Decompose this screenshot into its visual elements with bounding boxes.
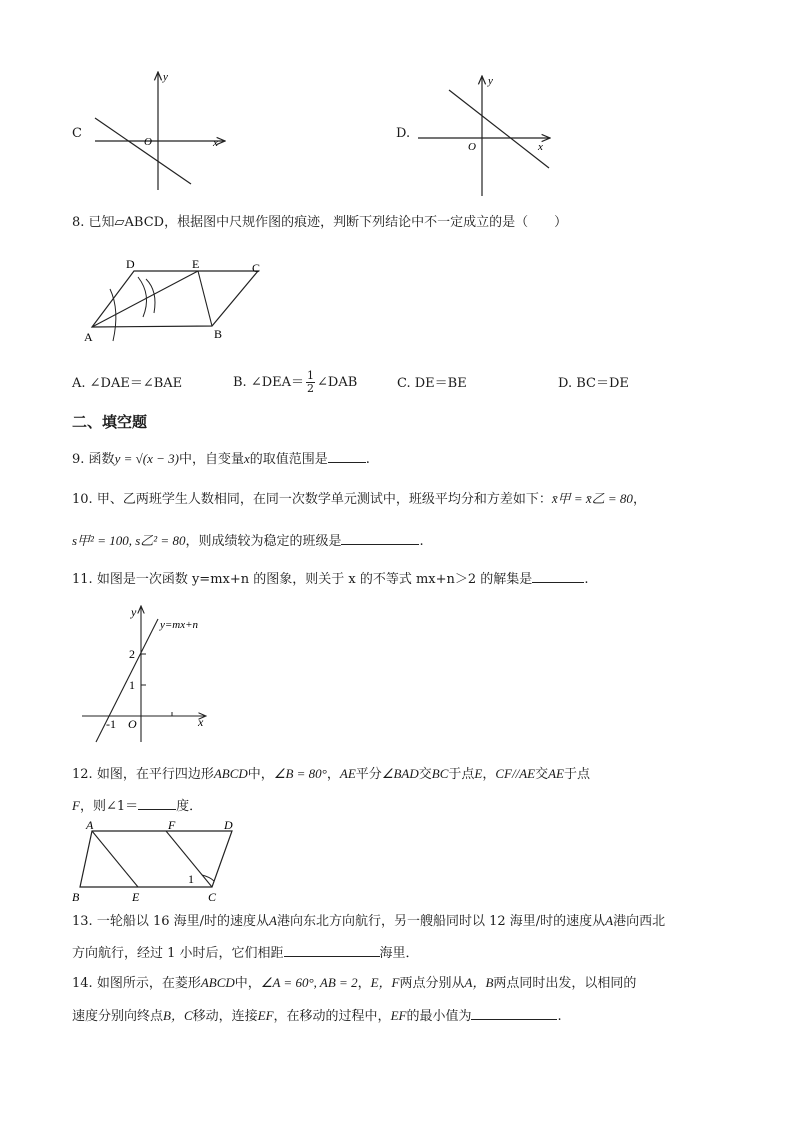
point-d: D	[224, 818, 233, 832]
x-axis-label: x	[213, 137, 218, 149]
q12-line1: 12. 如图，在平行四边形ABCD中，∠B = 80°，AE平分∠BAD交BC于点E，CF//AE交AE于点	[72, 766, 591, 782]
q10-line1: 10. 甲、乙两班学生人数相同，在同一次数学单元测试中，班级平均分和方差如下：x̄甲 = x̄乙 = 80，	[72, 491, 646, 507]
option-c-graph	[85, 68, 235, 196]
q8-option-b-suffix: ∠DAB	[317, 375, 358, 390]
y-axis-label: y	[131, 605, 137, 619]
q8-option-a: A. ∠DAE＝∠BAE	[72, 376, 183, 391]
q10-line2: s甲² = 100, s乙² = 80，则成绩较为稳定的班级是 .	[72, 533, 424, 549]
option-d-label: D.	[396, 126, 411, 141]
parallelogram-abcd	[92, 271, 258, 327]
q13-line1: 13. 一轮船以 16 海里/时的速度从A港向东北方向航行，另一艘船同时以 12 海里/时的速度从A港向西北	[72, 913, 666, 929]
q13-line2: 方向航行，经过 1 小时后，它们相距 海里．	[72, 946, 419, 961]
q13-answer-blank[interactable]	[284, 944, 380, 957]
y-axis-label: y	[488, 75, 493, 87]
q11-answer-blank[interactable]	[532, 570, 584, 583]
q10-mean-formula: x̄甲 = x̄乙 = 80	[551, 491, 633, 506]
q8-number: 8.	[72, 215, 85, 230]
q8-option-c: C. DE＝BE	[397, 376, 467, 391]
origin-label: O	[144, 136, 152, 148]
segment-ae	[92, 831, 138, 887]
y-axis-label: y	[163, 71, 168, 83]
point-f: F	[168, 818, 176, 832]
angle-1-arc	[202, 875, 214, 881]
label-2: 2	[129, 647, 135, 661]
q12-line2: F，则∠1＝ 度．	[72, 798, 203, 814]
section-title-fill-in: 二、填空题	[72, 413, 148, 431]
function-line	[95, 118, 191, 184]
x-axis-label: x	[538, 141, 543, 153]
point-e: E	[132, 890, 140, 904]
fraction-one-half: $\frac{1}{2}$	[307, 369, 315, 395]
q9-stem: 9. 函数y = √(x − 3)中，自变量x的取值范围是 .	[72, 451, 370, 467]
label-neg1: -1	[106, 717, 116, 731]
option-d-graph	[412, 72, 557, 200]
segment-eb	[198, 271, 212, 326]
segment-ae	[92, 271, 198, 327]
option-c-label: C	[72, 126, 82, 141]
q10-variance-formula: s甲² = 100, s乙² = 80	[72, 533, 186, 548]
angle-1-label: 1	[188, 872, 194, 886]
q9-formula: y = √(x − 3)	[114, 451, 179, 466]
label-1: 1	[129, 678, 135, 692]
point-a: A	[84, 330, 93, 344]
q12-figure-parallelogram	[68, 815, 246, 905]
q14-line2: 速度分别向终点B，C移动，连接EF，在移动的过程中，EF的最小值为 .	[72, 1008, 562, 1024]
point-b: B	[214, 327, 223, 341]
q9-answer-blank[interactable]	[328, 450, 366, 463]
q8-option-d: D. BC＝DE	[558, 376, 629, 391]
q11-linear-function-graph	[78, 602, 218, 744]
q8-figure-parallelogram	[80, 255, 280, 345]
q8-stem	[72, 216, 567, 229]
q8-option-b-prefix: B. ∠DEA＝	[233, 375, 305, 390]
point-e: E	[192, 257, 200, 271]
point-c: C	[208, 890, 217, 904]
origin-label: O	[468, 141, 476, 153]
point-d: D	[126, 257, 135, 271]
q14-answer-blank[interactable]	[471, 1007, 557, 1020]
graph-label: y=mx+n	[160, 619, 199, 631]
point-a: A	[86, 818, 94, 832]
function-line	[449, 90, 549, 168]
x-axis-label: x	[198, 715, 204, 729]
q10-answer-blank[interactable]	[341, 532, 419, 545]
q8-option-b	[233, 370, 357, 395]
q14-line1: 14. 如图所示，在菱形ABCD中，∠A = 60°, AB = 2，E，F两点分别从A，B两点同时出发，以相同的	[72, 975, 637, 991]
parallelogram-abcd	[80, 831, 232, 887]
compass-arc-2	[138, 277, 147, 317]
point-b: B	[72, 890, 80, 904]
q11-stem: 11. 如图是一次函数 y=mx+n 的图象，则关于 x 的不等式 mx+n＞2 的解集是 .	[72, 572, 589, 587]
q8-text: 已知▱ABCD，根据图中尺规作图的痕迹，判断下列结论中不一定成立的是（ ）	[88, 215, 568, 230]
q12-answer-blank[interactable]	[138, 797, 176, 810]
point-c: C	[252, 261, 261, 275]
origin-label: O	[128, 717, 137, 731]
